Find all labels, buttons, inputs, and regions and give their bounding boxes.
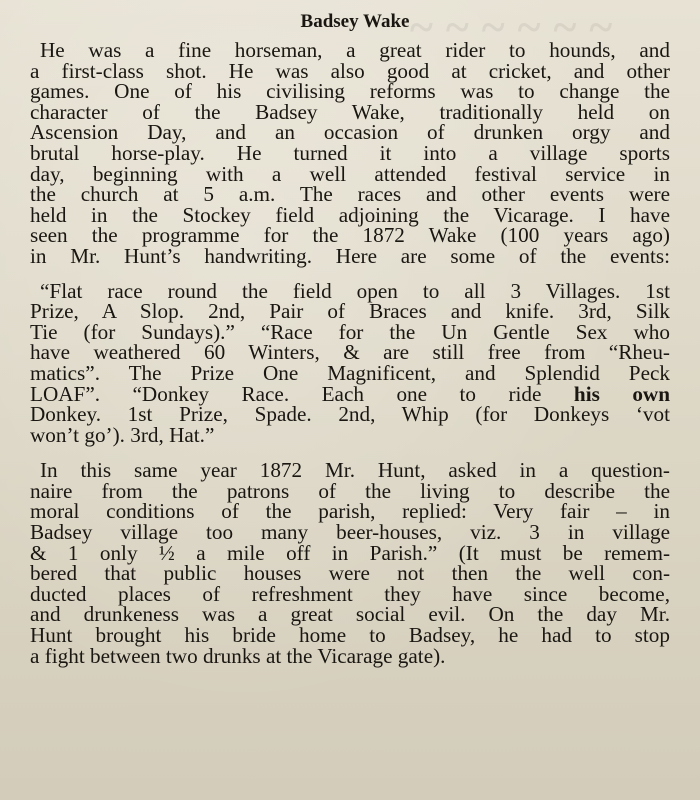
text-line: Ascension Day, and an occasion of drunken orgy and <box>30 120 670 145</box>
text-line: held in the Stockey field adjoining the Vicarage. I have <box>30 202 670 227</box>
article <box>30 10 670 666</box>
paragraph-2 <box>30 278 671 447</box>
text-line: “Flat race round the field open to all 3 Villages. 1st <box>40 278 670 303</box>
text-line: Badsey village too many beer-houses, viz. 3 in village <box>30 520 670 545</box>
text-line: Hunt brought his bride home to Badsey, he had to stop <box>30 623 670 648</box>
text-line: Tie (for Sundays).” “Race for the Un Gentle Sex who <box>30 319 670 344</box>
text-line: He was a fine horseman, a great rider to hounds, and <box>40 38 670 62</box>
text-line: a first-class shot. He was also good at cricket, and other <box>30 58 670 83</box>
text-line: seen the programme for the 1872 Wake (100 years ago) <box>30 223 670 248</box>
text-line: character of the Badsey Wake, traditionally held on <box>30 99 670 124</box>
bleed-through-decoration: ~ ~ ~ ~ ~ ~ <box>410 3 614 52</box>
text-line: bered that public houses were not then the well con- <box>30 561 670 586</box>
text-line: Prize, A Slop. 2nd, Pair of Braces and knife. 3rd, Silk <box>30 299 670 324</box>
text-line: Donkey. 1st Prize, Spade. 2nd, Whip (for Donkeys ‘vot <box>30 402 670 427</box>
text-line-with-bold <box>30 381 671 406</box>
paragraph-3 <box>30 460 670 666</box>
text-line: day, beginning with a well attended festival service in <box>30 161 670 186</box>
text-line: moral conditions of the parish, replied: Very fair – in <box>30 499 670 524</box>
article-title: Badsey Wake <box>300 11 410 32</box>
text-line: In this same year 1872 Mr. Hunt, asked in a question- <box>40 458 670 483</box>
text-line-start: LOAF”. “Donkey Race. Each one to ride <box>30 381 574 406</box>
text-line: & 1 only ½ a mile off in Parish.” (It must be remem- <box>30 540 670 565</box>
text-line: in Mr. Hunt’s handwriting. Here are some of the events: <box>30 243 670 268</box>
text-line: a fight between two drunks at the Vicarage gate). <box>30 643 446 668</box>
bold-phrase: his own <box>573 381 671 406</box>
text-line: and drunkeness was a great social evil. On the day Mr. <box>30 602 670 627</box>
text-line: brutal horse-play. He turned it into a village sports <box>30 140 670 165</box>
text-line: the church at 5 a.m. The races and other events were <box>30 182 670 207</box>
text-line: won’t go’). 3rd, Hat.” <box>30 422 215 447</box>
text-line: naire from the patrons of the living to describe the <box>30 478 670 503</box>
text-line: have weathered 60 Winters, & are still free from “Rheu- <box>30 340 670 365</box>
paragraph-1 <box>30 40 670 267</box>
text-line: ducted places of refreshment they have since become, <box>30 581 670 606</box>
text-line: matics”. The Prize One Magnificent, and Splendid Peck <box>30 360 670 385</box>
text-line: games. One of his civilising reforms was to change the <box>30 79 670 104</box>
